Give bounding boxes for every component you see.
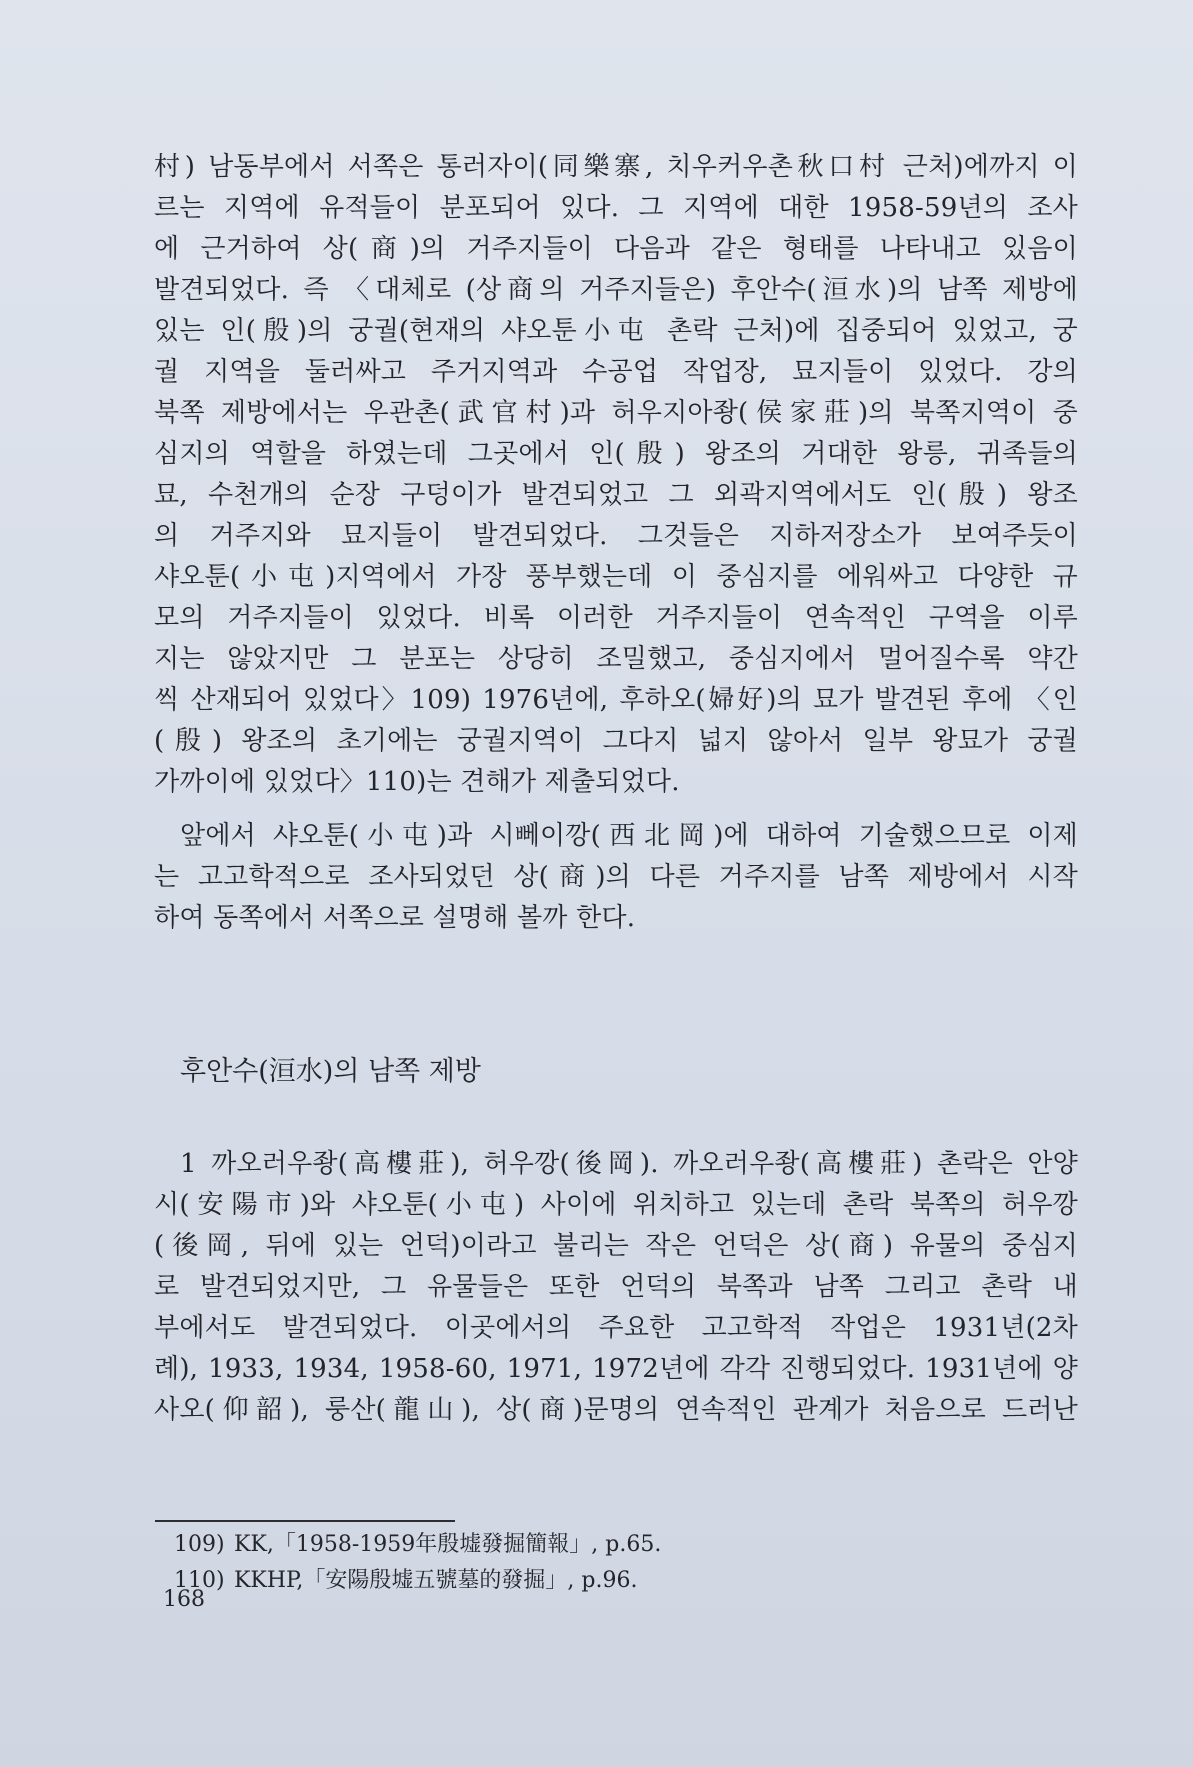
paragraph-2 (154, 816, 1078, 939)
text-line: 村) 남동부에서 서쪽은 통러자이(同樂寨, 치우커우촌秋口村 근처)에까지 이 (154, 152, 1078, 182)
text-line: 사오(仰韶), 룽산(龍山), 상(商)문명의 연속적인 관계가 처음으로 드러난 (154, 1395, 1078, 1425)
footnote (174, 1527, 661, 1563)
text-line: 모의 거주지들이 있었다. 비록 이러한 거주지들이 연속적인 구역을 이루 (154, 603, 1078, 633)
paragraph-3 (154, 1144, 1078, 1431)
footnote-number: 109) (174, 1532, 225, 1557)
text-line: 시(安陽市)와 샤오툰(小屯) 사이에 위치하고 있는데 촌락 북쪽의 허우깡 (154, 1190, 1078, 1220)
body-text (154, 147, 1078, 939)
text-line: 의 거주지와 묘지들이 발견되었다. 그것들은 지하저장소가 보여주듯이 (154, 521, 1078, 551)
text-line: 하여 동쪽에서 서쪽으로 설명해 볼까 한다. (154, 903, 636, 933)
text-line: 지는 않았지만 그 분포는 상당히 조밀했고, 중심지에서 멀어질수록 약간 (154, 644, 1078, 674)
text-line: 가까이에 있었다〉110)는 견해가 제출되었다. (154, 767, 680, 797)
text-line: 는 고고학적으로 조사되었던 상(商)의 다른 거주지를 남쪽 제방에서 시작 (154, 862, 1078, 892)
paragraph-1 (154, 147, 1078, 803)
text-line: (後岡, 뒤에 있는 언덕)이라고 불리는 작은 언덕은 상(商) 유물의 중심지 (154, 1231, 1078, 1261)
text-line: 발견되었다. 즉 〈대체로 (상商의 거주지들은) 후안수(洹水)의 남쪽 제방에 (154, 275, 1078, 305)
text-line: 앞에서 샤오툰(小屯)과 시뻬이깡(西北岡)에 대하여 기술했으므로 이제 (180, 821, 1078, 851)
text-line: 있는 인(殷)의 궁궐(현재의 샤오툰小屯 촌락 근처)에 집중되어 있었고, 궁 (154, 316, 1078, 346)
footnote-number: 110) (174, 1568, 225, 1593)
text-line: 르는 지역에 유적들이 분포되어 있다. 그 지역에 대한 1958-59년의 조사 (154, 193, 1078, 223)
footnote-divider (155, 1520, 455, 1522)
text-line: 에 근거하여 상(商)의 거주지들이 다음과 같은 형태를 나타내고 있음이 (154, 234, 1078, 264)
text-line: 샤오툰(小屯)지역에서 가장 풍부했는데 이 중심지를 에워싸고 다양한 규 (154, 562, 1078, 592)
footnote-text: KKHP,「安陽殷墟五號墓的發掘」, p.96. (234, 1568, 638, 1593)
text-line: (殷) 왕조의 초기에는 궁궐지역이 그다지 넓지 않아서 일부 왕묘가 궁궐 (154, 726, 1078, 756)
text-line: 부에서도 발견되었다. 이곳에서의 주요한 고고학적 작업은 1931년(2차 (154, 1313, 1078, 1343)
footnotes (174, 1527, 661, 1599)
footnote (174, 1563, 661, 1599)
section-heading: 후안수(洹水)의 남쪽 제방 (180, 1056, 481, 1087)
text-line: 북쪽 제방에서는 우관촌(武官村)과 허우지아좡(侯家莊)의 북쪽지역이 중 (154, 398, 1078, 428)
footnote-text: KK,「1958-1959年殷墟發掘簡報」, p.65. (234, 1532, 662, 1557)
text-line: 로 발견되었지만, 그 유물들은 또한 언덕의 북쪽과 남쪽 그리고 촌락 내 (154, 1272, 1078, 1302)
text-line: 궐 지역을 둘러싸고 주거지역과 수공업 작업장, 묘지들이 있었다. 강의 (154, 357, 1078, 387)
page-number: 168 (163, 1587, 205, 1612)
text-line: 씩 산재되어 있었다〉109) 1976년에, 후하오(婦好)의 묘가 발견된 후에 〈인 (154, 685, 1078, 715)
text-line: 묘, 수천개의 순장 구덩이가 발견되었고 그 외곽지역에서도 인(殷) 왕조 (154, 480, 1078, 510)
text-line: 례), 1933, 1934, 1958-60, 1971, 1972년에 각각 진행되었다. 1931년에 양 (154, 1354, 1078, 1384)
text-line: 1 까오러우좡(高樓莊), 허우깡(後岡). 까오러우좡(高樓莊) 촌락은 안양 (180, 1149, 1078, 1179)
text-line: 심지의 역할을 하였는데 그곳에서 인(殷) 왕조의 거대한 왕릉, 귀족들의 (154, 439, 1078, 469)
